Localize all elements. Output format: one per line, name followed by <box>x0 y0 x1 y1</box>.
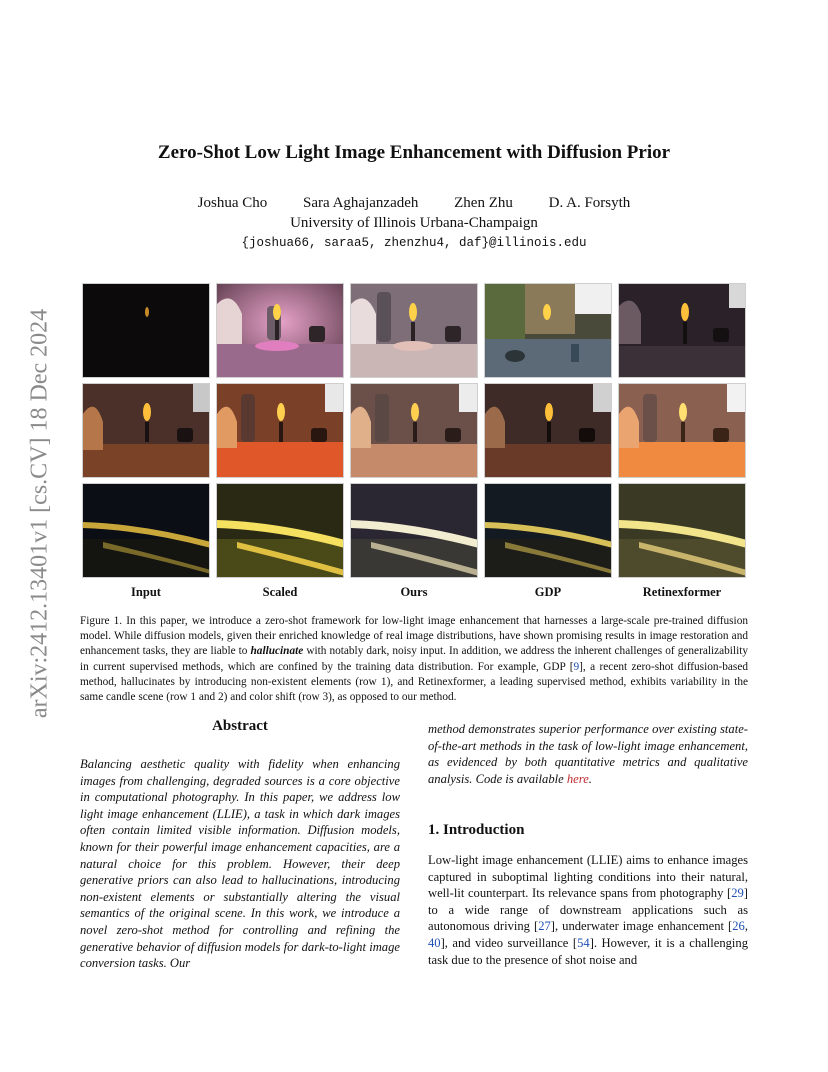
abstract-continued <box>428 721 748 787</box>
author-list <box>0 195 828 212</box>
paper-title: Zero-Shot Low Light Image Enhancement with Diffusion Prior <box>157 142 671 163</box>
citation-link[interactable]: 40 <box>428 935 441 950</box>
image-row3-scaled <box>216 483 344 578</box>
image-row3-ours <box>350 483 478 578</box>
caption-text: with notably dark, noisy input. In addition, we address the inherent challenges of generalizability in current supervised methods, which are confined by the training data distribution. For example, GDP [ <box>80 645 748 673</box>
intro-text: , <box>744 919 748 934</box>
intro-text: Low-light image enhancement (LLIE) aims to enhance images captured in suboptimal lighting conditions into their natural, well-lit counterpart. Its relevance spans from photography [ <box>428 853 748 901</box>
author-name: Zhen Zhu <box>454 195 513 211</box>
affiliation: University of Illinois Urbana-Champaign <box>290 215 538 231</box>
column-label: GDP <box>534 585 562 599</box>
abstract-heading: Abstract <box>212 718 268 734</box>
image-row1-ours <box>350 283 478 378</box>
abstract-body: Balancing aesthetic quality with fidelity when enhancing images from challenging, degraded sources is a core objective in computational photography. In this paper, we address low light image enhancement (LLIE), a task in which dark images often contain limited visible information. Diffusion models, known for their powerful image enhancement capacities, are a natural choice for this problem. However, their deep generative priors can also lead to hallucinations, introducing non-existent elements or substantially altering the visual semantics of the original scene. In this work, we introduce a novel zero-shot method for controlling and refining the generative behavior of diffusion models for dark-to-light image conversion tasks. Our <box>80 757 400 971</box>
image-row1-retinexformer <box>618 283 746 378</box>
column-label: Retinexformer <box>642 585 722 599</box>
caption-emphasis: hallucinate <box>250 645 304 658</box>
column-label: Scaled <box>262 585 298 599</box>
abstract-text: . <box>588 771 592 786</box>
author-name: Sara Aghajanzadeh <box>303 195 419 211</box>
citation-link[interactable]: 9 <box>573 660 580 673</box>
intro-text: ]. However, it is a challenging task due to the presence of shot noise and <box>428 935 749 967</box>
column-label: Ours <box>400 585 428 599</box>
code-link[interactable]: here <box>566 771 589 786</box>
image-row1-scaled <box>216 283 344 378</box>
citation-link[interactable]: 27 <box>538 919 551 934</box>
intro-text: ], underwater image enhancement [ <box>550 919 733 934</box>
image-row2-retinexformer <box>618 383 746 478</box>
author-name: Joshua Cho <box>197 195 268 211</box>
section-heading: 1. Introduction <box>428 822 525 838</box>
figure-caption <box>80 614 748 705</box>
image-row2-input <box>82 383 210 478</box>
image-row2-ours <box>350 383 478 478</box>
intro-text: ] to a wide range of downstream applications such as autonomous driving [ <box>428 886 748 934</box>
image-row3-input <box>82 483 210 578</box>
citation-link[interactable]: 26 <box>732 919 745 934</box>
image-row3-gdp <box>484 483 612 578</box>
author-name: D. A. Forsyth <box>548 195 631 211</box>
figure-1-grid <box>82 283 746 578</box>
caption-text: Figure 1. In this paper, we introduce a zero-shot framework for low-light image enhancement that harnesses a large-scale pre-trained diffusion model. While diffusion models, given their enriched knowledge of real image distributions, have shown promising results in image restoration and enhancement tasks, they are liable to <box>80 615 748 658</box>
image-row1-input <box>82 283 210 378</box>
abstract-text: method demonstrates superior performance over existing state-of-the-art methods in the task of low-light image enhancement, as evidenced by both quantitative metrics and qualitative analysis. Code is available <box>428 722 748 786</box>
citation-link[interactable]: 29 <box>731 886 744 901</box>
image-row2-scaled <box>216 383 344 478</box>
author-emails: {joshua66, saraa5, zhenzhu4, daf}@illinois.edu <box>241 236 587 250</box>
introduction-body <box>428 852 748 968</box>
arxiv-identifier: arXiv:2412.13401v1 [cs.CV] 18 Dec 2024 <box>26 308 53 719</box>
image-row2-gdp <box>484 383 612 478</box>
image-row1-gdp <box>484 283 612 378</box>
column-label: Input <box>131 585 161 599</box>
intro-text: ], and video surveillance [ <box>440 935 578 950</box>
citation-link[interactable]: 54 <box>577 935 590 950</box>
image-row3-retinexformer <box>618 483 746 578</box>
caption-text: ], a recent zero-shot diffusion-based method, hallucinates by introducing non-existent elements (row 1), and Retinexformer, a leading supervised method, exhibits variability in the same candle scene (row 1 and 2) and color shift (row 3), as opposed to our method. <box>80 660 748 704</box>
